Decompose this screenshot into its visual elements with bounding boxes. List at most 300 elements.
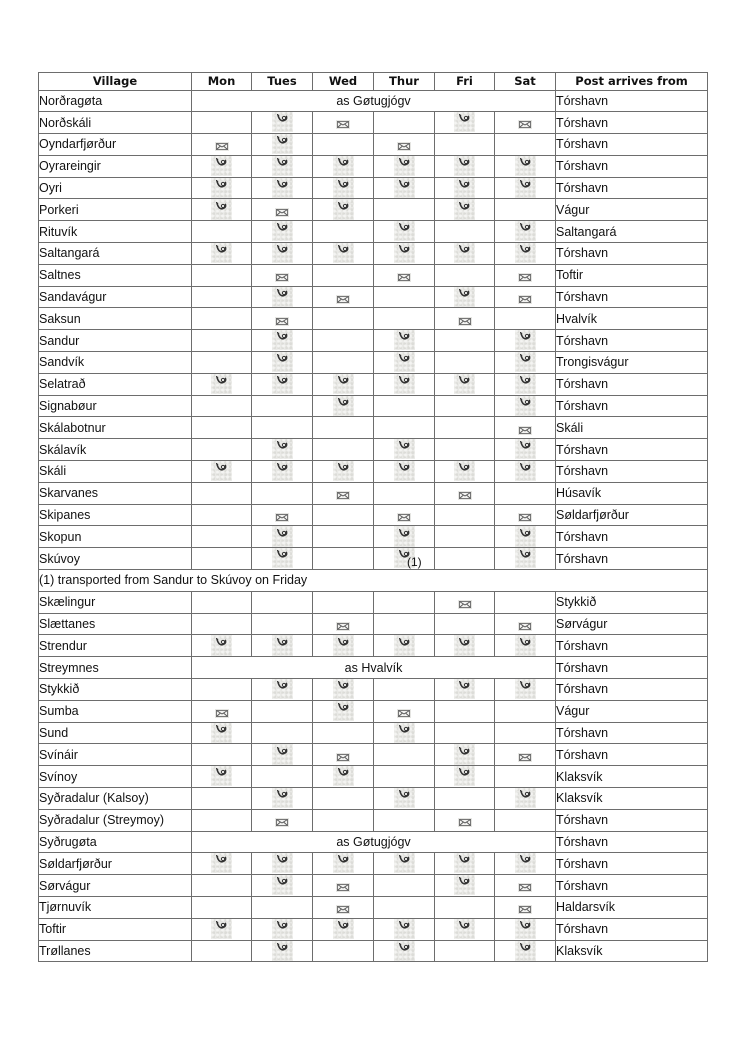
day-cell-thur [374,722,435,744]
table-row [39,439,708,461]
day-cell-thur [374,504,435,526]
same-as-note: as Hvalvík [192,657,556,679]
day-cell-thur [374,199,435,221]
post-horn-icon [333,700,354,721]
header-wed: Wed [313,73,374,91]
day-cell-fri [435,461,495,483]
day-cell-sat [495,308,556,330]
post-arrives-from: Hvalvík [556,308,708,330]
day-cell-fri [435,918,495,940]
day-cell-thur [374,373,435,395]
day-cell-mon [192,548,252,570]
post-horn-icon [394,177,415,198]
village-name: Toftir [39,918,192,940]
post-horn-icon [333,199,354,220]
day-cell-sat [495,373,556,395]
day-cell-fri [435,635,495,657]
day-cell-tues [252,526,313,548]
post-horn-icon [333,155,354,176]
day-cell-wed [313,896,374,918]
post-arrives-from: Tórshavn [556,853,708,875]
header-mon: Mon [192,73,252,91]
post-horn-icon [394,243,415,264]
post-arrives-from: Tórshavn [556,286,708,308]
day-cell-thur [374,155,435,177]
post-horn-icon [272,940,293,961]
day-cell-sat [495,548,556,570]
day-cell-thur [374,613,435,635]
post-horn-icon [272,112,293,133]
day-cell-sat [495,613,556,635]
post-arrives-from: Tórshavn [556,875,708,897]
day-cell-fri [435,591,495,613]
post-arrives-from: Tórshavn [556,177,708,199]
day-cell-sat [495,461,556,483]
day-cell-thur [374,112,435,134]
day-cell-sat [495,286,556,308]
village-name: Saltnes [39,264,192,286]
village-name: Svínáir [39,744,192,766]
post-arrives-from: Tórshavn [556,831,708,853]
day-cell-sat [495,918,556,940]
post-arrives-from: Saltangará [556,221,708,243]
post-schedule-table [38,72,708,962]
day-cell-wed [313,875,374,897]
post-horn-icon [454,918,475,939]
day-cell-thur [374,591,435,613]
post-horn-icon [211,373,232,394]
post-horn-icon [454,635,475,656]
village-name: Skáli [39,461,192,483]
day-cell-thur [374,918,435,940]
post-horn-icon [272,330,293,351]
post-arrives-from: Tórshavn [556,243,708,265]
same-as-note: as Gøtugjógv [192,831,556,853]
day-cell-fri [435,722,495,744]
day-cell-sat [495,395,556,417]
table-row [39,308,708,330]
village-name: Syðrugøta [39,831,192,853]
day-cell-sat [495,853,556,875]
day-cell-wed [313,286,374,308]
post-arrives-from: Klaksvík [556,940,708,962]
day-cell-tues [252,243,313,265]
post-horn-icon [272,221,293,242]
day-cell-sat [495,940,556,962]
day-cell-sat [495,330,556,352]
day-cell-fri [435,155,495,177]
day-cell-mon [192,112,252,134]
post-horn-icon [211,177,232,198]
post-horn-icon [333,243,354,264]
day-cell-tues [252,286,313,308]
table-row [39,90,708,112]
post-horn-icon [211,461,232,482]
village-name: Oyndarfjørður [39,134,192,156]
table-row [39,352,708,374]
envelope-icon [397,142,411,151]
day-cell-thur [374,352,435,374]
table-row [39,221,708,243]
day-cell-fri [435,199,495,221]
post-horn-icon [272,853,293,874]
table-row [39,548,708,570]
envelope-icon [397,709,411,718]
post-horn-icon [454,679,475,700]
post-horn-icon [515,352,536,373]
day-cell-mon [192,199,252,221]
table-row [39,591,708,613]
post-arrives-from: Vágur [556,700,708,722]
day-cell-wed [313,134,374,156]
day-cell-sat [495,243,556,265]
day-cell-mon [192,526,252,548]
post-horn-icon [394,373,415,394]
day-cell-fri [435,482,495,504]
post-horn-icon [515,526,536,547]
post-horn-icon [394,853,415,874]
table-row [39,809,708,831]
day-cell-mon [192,155,252,177]
day-cell-wed [313,155,374,177]
village-name: Saltangará [39,243,192,265]
day-cell-sat [495,439,556,461]
day-cell-mon [192,766,252,788]
day-cell-sat [495,875,556,897]
village-name: Skúvoy [39,548,192,570]
post-arrives-from: Sørvágur [556,613,708,635]
post-horn-icon [272,439,293,460]
village-name: Sandavágur [39,286,192,308]
table-row [39,635,708,657]
table-row [39,766,708,788]
post-horn-icon [515,461,536,482]
envelope-icon [518,273,532,282]
header-post-arrives-from: Post arrives from [556,73,708,91]
post-arrives-from: Tórshavn [556,395,708,417]
post-horn-icon [454,766,475,787]
day-cell-mon [192,722,252,744]
day-cell-tues [252,134,313,156]
day-cell-wed [313,788,374,810]
day-cell-mon [192,700,252,722]
day-cell-sat [495,504,556,526]
day-cell-sat [495,177,556,199]
day-cell-fri [435,439,495,461]
post-arrives-from: Tórshavn [556,635,708,657]
day-cell-thur [374,395,435,417]
post-arrives-from: Tórshavn [556,112,708,134]
header-tues: Tues [252,73,313,91]
post-arrives-from: Tórshavn [556,373,708,395]
day-cell-fri [435,526,495,548]
table-row [39,134,708,156]
post-horn-icon [454,744,475,765]
post-horn-icon [272,352,293,373]
header-thur: Thur [374,73,435,91]
post-horn-icon [515,373,536,394]
envelope-icon [518,426,532,435]
village-name: Slættanes [39,613,192,635]
table-row [39,940,708,962]
day-cell-mon [192,896,252,918]
table-row [39,853,708,875]
day-cell-thur [374,896,435,918]
day-cell-tues [252,853,313,875]
day-cell-mon [192,286,252,308]
village-name: Skipanes [39,504,192,526]
day-cell-tues [252,766,313,788]
day-cell-sat [495,635,556,657]
day-cell-tues [252,461,313,483]
post-arrives-from: Tórshavn [556,548,708,570]
envelope-icon [336,491,350,500]
envelope-icon [215,142,229,151]
day-cell-mon [192,918,252,940]
footnote-row [39,570,708,592]
day-cell-mon [192,243,252,265]
day-cell-thur [374,635,435,657]
post-horn-icon [272,461,293,482]
post-horn-icon [272,875,293,896]
village-name: Syðradalur (Kalsoy) [39,788,192,810]
day-cell-fri [435,679,495,701]
post-horn-icon [515,155,536,176]
post-horn-icon [515,918,536,939]
footnote-marker: (1) [407,555,422,570]
day-cell-mon [192,809,252,831]
post-horn-icon [333,679,354,700]
post-horn-icon [515,221,536,242]
post-horn-icon [333,918,354,939]
header-village: Village [39,73,192,91]
day-cell-fri [435,134,495,156]
day-cell-thur [374,526,435,548]
day-cell-sat [495,199,556,221]
day-cell-sat [495,352,556,374]
post-horn-icon [333,853,354,874]
envelope-icon [275,208,289,217]
day-cell-thur [374,679,435,701]
day-cell-wed [313,940,374,962]
village-name: Sørvágur [39,875,192,897]
post-horn-icon [272,918,293,939]
day-cell-sat [495,134,556,156]
post-arrives-from: Vágur [556,199,708,221]
post-horn-icon [211,243,232,264]
post-horn-icon [211,766,232,787]
day-cell-thur [374,853,435,875]
post-horn-icon [515,788,536,809]
day-cell-thur [374,308,435,330]
day-cell-fri [435,613,495,635]
post-horn-icon [394,439,415,460]
post-arrives-from: Tórshavn [556,134,708,156]
village-name: Streymnes [39,657,192,679]
table-row [39,613,708,635]
envelope-icon [518,753,532,762]
day-cell-sat [495,526,556,548]
day-cell-mon [192,417,252,439]
day-cell-mon [192,940,252,962]
day-cell-tues [252,722,313,744]
post-horn-icon [272,635,293,656]
envelope-icon [215,709,229,718]
post-horn-icon [515,635,536,656]
post-horn-icon [272,373,293,394]
envelope-icon [518,295,532,304]
post-arrives-from: Klaksvík [556,788,708,810]
table-row [39,722,708,744]
day-cell-wed [313,482,374,504]
day-cell-fri [435,330,495,352]
day-cell-wed [313,308,374,330]
post-horn-icon [515,940,536,961]
day-cell-fri [435,177,495,199]
envelope-icon [518,513,532,522]
day-cell-fri [435,788,495,810]
post-horn-icon [272,155,293,176]
day-cell-tues [252,352,313,374]
day-cell-sat [495,809,556,831]
header-row [39,73,708,91]
post-horn-icon [272,243,293,264]
day-cell-tues [252,591,313,613]
day-cell-mon [192,744,252,766]
post-horn-icon [515,243,536,264]
post-horn-icon [454,286,475,307]
table-row [39,330,708,352]
header-sat: Sat [495,73,556,91]
post-horn-icon [394,788,415,809]
day-cell-fri [435,112,495,134]
envelope-icon [518,120,532,129]
day-cell-thur [374,875,435,897]
day-cell-thur [374,461,435,483]
header-fri: Fri [435,73,495,91]
post-horn-icon [454,199,475,220]
post-horn-icon [394,330,415,351]
post-schedule-page [38,72,708,962]
post-horn-icon [394,221,415,242]
day-cell-tues [252,417,313,439]
day-cell-wed [313,635,374,657]
day-cell-tues [252,504,313,526]
post-horn-icon [272,548,293,569]
day-cell-sat [495,788,556,810]
table-row [39,373,708,395]
post-arrives-from: Tórshavn [556,679,708,701]
day-cell-thur [374,134,435,156]
day-cell-mon [192,504,252,526]
day-cell-mon [192,461,252,483]
table-row [39,461,708,483]
day-cell-thur [374,809,435,831]
envelope-icon [397,273,411,282]
day-cell-tues [252,918,313,940]
post-horn-icon [333,766,354,787]
day-cell-tues [252,613,313,635]
post-arrives-from: Søldarfjørður [556,504,708,526]
post-horn-icon [333,373,354,394]
table-row [39,112,708,134]
day-cell-sat [495,264,556,286]
day-cell-mon [192,635,252,657]
day-cell-wed [313,700,374,722]
post-horn-icon [515,177,536,198]
day-cell-tues [252,308,313,330]
day-cell-fri [435,264,495,286]
village-name: Sund [39,722,192,744]
day-cell-tues [252,940,313,962]
day-cell-thur [374,700,435,722]
post-horn-icon [211,199,232,220]
day-cell-wed [313,330,374,352]
village-name: Sandur [39,330,192,352]
envelope-icon [275,818,289,827]
village-name: Sandvík [39,352,192,374]
day-cell-sat [495,591,556,613]
day-cell-fri [435,548,495,570]
table-row [39,264,708,286]
post-arrives-from: Toftir [556,264,708,286]
day-cell-mon [192,221,252,243]
day-cell-wed [313,395,374,417]
post-horn-icon [272,788,293,809]
day-cell-mon [192,788,252,810]
day-cell-wed [313,439,374,461]
table-row [39,199,708,221]
day-cell-fri [435,243,495,265]
village-name: Tjørnuvík [39,896,192,918]
day-cell-mon [192,439,252,461]
day-cell-tues [252,875,313,897]
day-cell-sat [495,417,556,439]
table-row [39,395,708,417]
day-cell-tues [252,482,313,504]
village-name: Saksun [39,308,192,330]
day-cell-tues [252,896,313,918]
day-cell-wed [313,548,374,570]
day-cell-thur [374,221,435,243]
day-cell-sat [495,155,556,177]
post-arrives-from: Tórshavn [556,439,708,461]
post-horn-icon [211,918,232,939]
day-cell-tues [252,679,313,701]
village-name: Skælingur [39,591,192,613]
village-name: Oyri [39,177,192,199]
envelope-icon [458,600,472,609]
envelope-icon [275,317,289,326]
table-row [39,875,708,897]
day-cell-tues [252,112,313,134]
post-horn-icon [454,177,475,198]
day-cell-thur [374,264,435,286]
footnote-text: (1) transported from Sandur to Skúvoy on Friday [39,570,708,592]
day-cell-thur [374,744,435,766]
envelope-icon [458,491,472,500]
day-cell-fri [435,940,495,962]
village-name: Oyrareingir [39,155,192,177]
day-cell-tues [252,809,313,831]
post-horn-icon [272,744,293,765]
village-name: Porkeri [39,199,192,221]
day-cell-tues [252,330,313,352]
post-arrives-from: Tórshavn [556,526,708,548]
envelope-icon [336,622,350,631]
day-cell-tues [252,788,313,810]
day-cell-tues [252,155,313,177]
